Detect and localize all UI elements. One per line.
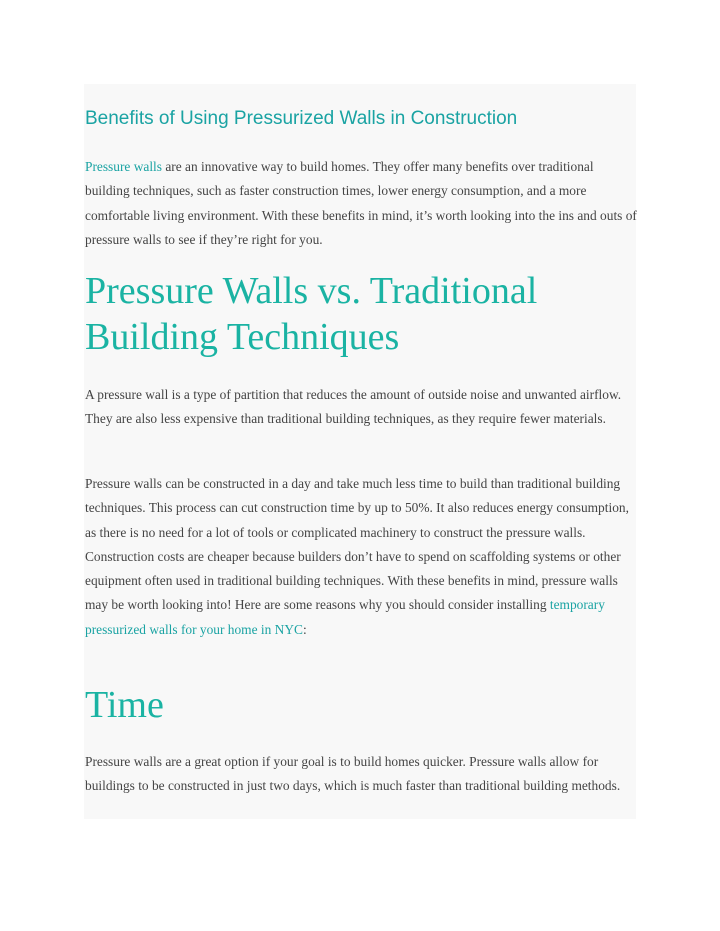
- intro-text: are an innovative way to build homes. They offer many benefits over traditional building techniques, such as faster construction times, lower energy consumption, and a more comfortable living environment. With these benefits in mind, it’s worth looking into the ins and outs of pressure walls to see if they’re right for you.: [85, 159, 637, 247]
- document-title: Benefits of Using Pressurized Walls in Construction: [85, 108, 518, 129]
- section1-paragraph-1: A pressure wall is a type of partition that reduces the amount of outside noise and unwanted airflow. They are also less expensive than traditional building techniques, as they require fewer materials.: [85, 387, 622, 427]
- section1-paragraph-2-end: :: [302, 621, 307, 637]
- section-heading-time: Time: [85, 684, 164, 726]
- temporary-pressurized-walls-link[interactable]: temporary pressurized walls for your home in NYC: [85, 597, 605, 637]
- heading-line-2: Building Techniques: [85, 316, 400, 358]
- intro-paragraph: [85, 155, 637, 252]
- pressure-walls-link[interactable]: Pressure walls: [85, 159, 162, 174]
- heading-line-1: Pressure Walls vs. Traditional: [85, 270, 538, 312]
- section2-paragraph-1: Pressure walls are a great option if your goal is to build homes quicker. Pressure walls allow for buildings to be constructed in just two days, which is much faster than traditional building methods.: [85, 754, 621, 794]
- section-heading-pressure-walls-vs-traditional: [85, 268, 637, 360]
- section1-paragraph-2-text: Pressure walls can be constructed in a day and take much less time to build than traditional building techniques. This process can cut construction time by up to 50%. It also reduces energy consumption, as there is no need for a lot of tools or complicated machinery to construct the pressure walls. Construction costs are cheaper because builders don’t have to spend on scaffolding systems or other equipment often used in traditional building techniques. With these benefits in mind, pressure walls may be worth looking into! Here are some reasons why you should consider installing: [85, 476, 629, 613]
- section1-paragraph-2: [85, 472, 637, 642]
